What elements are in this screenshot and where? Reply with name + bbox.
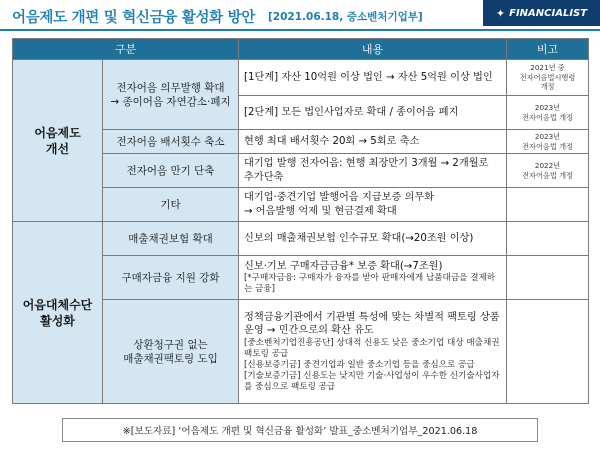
note-line: 2022년: [534, 161, 561, 170]
note-cell: [507, 222, 589, 256]
header-category: 구분: [13, 39, 239, 60]
note-cell: [507, 154, 589, 188]
item-e-bill-mandatory: [103, 60, 239, 130]
group-label-bill-reform: [13, 60, 103, 222]
content-cell: [1단계] 자산 10억원 이상 법인 → 자산 5억원 이상 법인: [239, 60, 507, 96]
title-divider: [0, 29, 600, 31]
note-line: 전자어음법 개정: [522, 112, 573, 122]
content-detail: [기술보증기금] 신용도는 낮지만 기술·사업성이 우수한 신기술사업자를 중심으로 팩토링 공급: [244, 370, 500, 392]
content-detail: [신용보증기금] 중견기업과 일반 중소기업 등을 중심으로 공급: [244, 359, 475, 370]
content-line: → 어음발행 억제 및 현금결제 확대: [244, 205, 397, 217]
group-label-line: 어음제도: [34, 125, 81, 140]
header-remarks: 비고: [507, 39, 589, 60]
group-label-alternatives: [13, 222, 103, 404]
content-cell: 대기업 발행 전자어음: 현행 최장만기 3개월 → 2개월로 추가단축: [239, 154, 507, 188]
group-label-line: 어음대체수단: [22, 297, 93, 312]
item-endorsement-reduction: 전자어음 배서횟수 축소: [103, 130, 239, 154]
item-label-line: 상환청구권 없는: [133, 338, 208, 351]
note-line: 전자어음법시행령: [519, 72, 576, 82]
header-content: 내용: [239, 39, 507, 60]
content-cell: [2단계] 모든 법인사업자로 확대 / 종이어음 폐지: [239, 96, 507, 130]
star-icon: ✦: [495, 6, 506, 20]
item-etc: 기타: [103, 188, 239, 222]
policy-table: [12, 38, 589, 404]
content-cell: [239, 256, 507, 300]
content-cell: [239, 300, 507, 404]
table-row: [13, 60, 589, 96]
note-cell: [507, 256, 589, 300]
item-receivables-insurance: 매출채권보험 확대: [103, 222, 239, 256]
content-cell: 현행 최대 배서횟수 20회 → 5회로 축소: [239, 130, 507, 154]
brand-logo: [483, 0, 600, 26]
note-line: 2021년 중: [530, 63, 565, 73]
note-line: 2023년: [534, 103, 561, 112]
source-footer: [62, 418, 538, 442]
title-bar: [0, 0, 600, 34]
brand-name: FINANCIALIST: [509, 7, 588, 19]
table-row: [13, 222, 589, 256]
note-line: 전자어음법 개정: [522, 170, 573, 180]
content-cell: [239, 188, 507, 222]
note-cell: [507, 96, 589, 130]
note-cell: [507, 60, 589, 96]
content-detail: [*구매자금융: 구매자가 융자를 받아 판매자에게 납품대금을 결제하는 금융]: [244, 273, 496, 295]
page-title: 어음제도 개편 및 혁신금융 활성화 방안: [12, 10, 256, 26]
content-main: 정책금융기관에서 기관별 특성에 맞는 차별적 팩토링 상품 운영 → 민간으로의 확산 유도: [244, 311, 500, 336]
item-factoring: [103, 300, 239, 404]
content-cell: 신보의 매출채권보험 인수규모 확대(→20조원 이상): [239, 222, 507, 256]
item-buyer-finance: 구매자금융 지원 강화: [103, 256, 239, 300]
note-cell: [507, 300, 589, 404]
source-text: ※[보도자료] ‘어음제도 개편 및 혁신금융 활성화’ 발표_중소벤처기업부_2021.06.18: [122, 426, 478, 437]
page-meta: [2021.06.18, 중소벤처기업부]: [268, 11, 423, 23]
note-cell: [507, 130, 589, 154]
note-line: 2023년: [534, 132, 561, 141]
note-cell: [507, 188, 589, 222]
content-main: 신보·기보 구매자금금융* 보증 확대(→7조원): [244, 260, 443, 272]
group-label-line: 활성화: [40, 313, 75, 328]
group-label-line: 개선: [45, 141, 70, 156]
item-label-line: 매출채권팩토링 도입: [123, 352, 218, 365]
note-line: 개정: [540, 82, 555, 92]
content-line: 대기업·중견기업 발행어음 지급보증 의무화: [244, 192, 435, 203]
table-header-row: [13, 39, 589, 60]
content-detail: [중소벤처기업진흥공단] 상대적 신용도 낮은 중소기업 대상 매출채권 팩토링 공급: [244, 337, 500, 359]
item-label-line: 전자어음 의무발행 확대: [116, 81, 225, 94]
note-line: 전자어음법 개정: [522, 141, 573, 151]
item-maturity-shortening: 전자어음 만기 단축: [103, 154, 239, 188]
item-label-line: → 종이어음 자연감소·폐지: [110, 95, 231, 108]
